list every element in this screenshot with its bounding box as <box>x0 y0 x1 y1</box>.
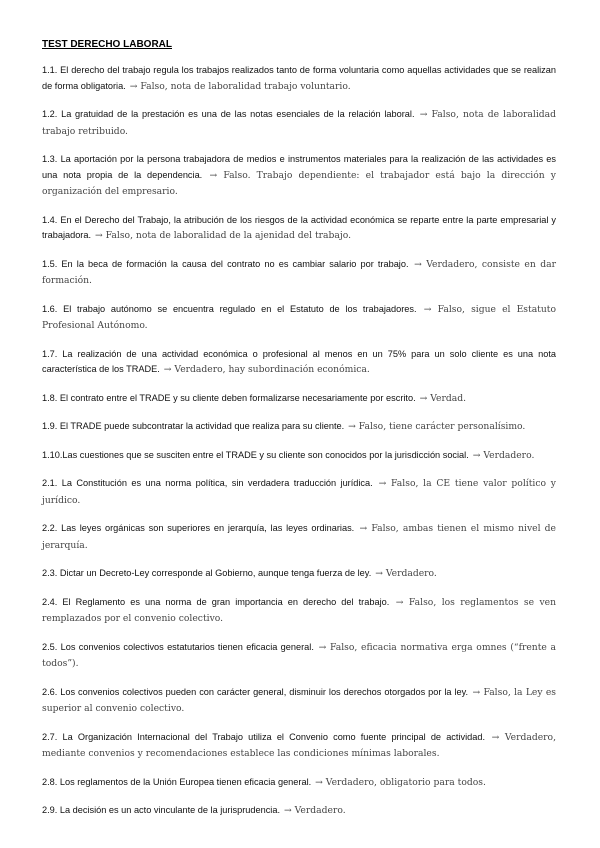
question-item <box>42 346 556 378</box>
question-item <box>42 475 556 508</box>
question-text: 1.2. La gratuidad de la prestación es una de las notas esenciales de la relación laboral. <box>42 109 415 119</box>
answer-text: → Verdadero, consiste en dar formación. <box>42 258 557 286</box>
answer-text: → Verdadero, mediante convenios y recomendaciones establece las condiciones mínimas laborales. <box>42 731 556 759</box>
question-text: 1.4. En el Derecho del Trabajo, la atribución de los riesgos de la actividad económica se reparte entre la parte empresarial y trabajadora. <box>42 214 556 240</box>
answer-text: → Falso, los reglamentos se ven remplazados por el convenio colectivo. <box>42 596 556 624</box>
question-text: 1.3. La aportación por la persona trabajadora de medios e instrumentos materiales para la realización de las actividades es una nota propia de la dependencia. <box>42 154 556 180</box>
document-title: TEST DERECHO LABORAL <box>42 39 172 50</box>
answer-text: → Verdad. <box>419 392 467 404</box>
question-item <box>42 565 556 582</box>
answer-text: → Falso, tiene carácter personalísimo. <box>348 421 526 432</box>
question-text: 1.5. En la beca de formación la causa del contrato no es cambiar salario por trabajo. <box>42 258 409 269</box>
question-text: 2.2. Las leyes orgánicas son superiores en jerarquía, las leyes ordinarias. <box>42 523 355 533</box>
question-text: 1.8. El contrato entre el TRADE y su cliente deben formalizarse necesariamente por escrito. <box>42 392 416 403</box>
question-list <box>42 62 556 819</box>
answer-text: → Falso, eficacia normativa erga omnes (“frente a todos”). <box>42 641 556 669</box>
question-item <box>42 447 556 464</box>
question-item <box>42 774 556 791</box>
question-item <box>42 106 556 139</box>
question-text: 2.8. Los reglamentos de la Unión Europea tienen eficacia general. <box>42 776 312 787</box>
question-item <box>42 520 556 553</box>
question-text: 2.1. La Constitución es una norma política, sin verdadera traducción jurídica. <box>42 478 373 488</box>
question-item <box>42 256 556 289</box>
question-text: 1.6. El trabajo autónomo se encuentra regulado en el Estatuto de los trabajadores. <box>42 303 417 314</box>
answer-text: → Verdadero, obligatorio para todos. <box>315 776 486 788</box>
answer-text: → Falso, nota de laboralidad de la ajenidad del trabajo. <box>95 230 352 241</box>
question-item <box>42 212 556 244</box>
answer-text: → Falso, la CE tiene valor político y jurídico. <box>42 478 557 506</box>
question-text: 2.5. Los convenios colectivos estatutarios tienen eficacia general. <box>42 641 314 652</box>
question-text: 1.7. La realización de una actividad económica o profesional al menos en un 75% para un solo cliente es una nota característica de los TRADE. <box>42 348 556 374</box>
question-text: 1.9. El TRADE puede subcontratar la actividad que realiza para su cliente. <box>42 421 345 431</box>
question-item <box>42 418 556 435</box>
question-text: 1.1. El derecho del trabajo regula los trabajos realizados tanto de forma voluntaria como aquellas actividades que se realizan de forma obligatoria. <box>42 65 556 91</box>
answer-text: → Verdadero. <box>472 449 535 461</box>
answer-text: → Falso, la Ley es superior al convenio colectivo. <box>42 686 557 714</box>
question-item <box>42 151 556 200</box>
question-item <box>42 639 556 672</box>
question-text: 2.4. El Reglamento es una norma de gran importancia en derecho del trabajo. <box>42 596 390 607</box>
question-item <box>42 684 556 717</box>
question-text: 2.9. La decisión es un acto vinculante de la jurisprudencia. <box>42 805 281 815</box>
answer-text: → Verdadero. <box>284 805 346 816</box>
question-text: 2.6. Los convenios colectivos pueden con carácter general, disminuir los derechos otorgados por la ley. <box>42 686 469 697</box>
question-item <box>42 729 556 762</box>
answer-text: → Falso, nota de laboralidad trabajo voluntario. <box>129 80 351 92</box>
answer-text: → Verdadero, hay subordinación económica. <box>163 364 370 375</box>
question-text: 2.7. La Organización Internacional del Trabajo utiliza el Convenio como fuente principal de actividad. <box>42 731 486 742</box>
answer-text: → Falso, nota de laboralidad trabajo retribuido. <box>42 109 556 137</box>
question-item <box>42 802 556 819</box>
answer-text: → Falso, ambas tienen el mismo nivel de jerarquía. <box>42 523 556 551</box>
document-page <box>42 38 556 831</box>
question-text: 2.3. Dictar un Decreto-Ley corresponde al Gobierno, aunque tenga fuerza de ley. <box>42 568 372 578</box>
question-item <box>42 301 556 334</box>
question-item <box>42 594 556 627</box>
answer-text: → Falso, sigue el Estatuto Profesional Autónomo. <box>42 303 557 331</box>
answer-text: → Falso. Trabajo dependiente: el trabajador está bajo la dirección y organización del empresario. <box>42 169 556 197</box>
question-text: 1.10.Las cuestiones que se susciten entre el TRADE y su cliente son conocidos por la jurisdicción social. <box>42 449 469 460</box>
answer-text: → Verdadero. <box>375 568 437 579</box>
question-item <box>42 390 556 407</box>
question-item <box>42 62 556 94</box>
